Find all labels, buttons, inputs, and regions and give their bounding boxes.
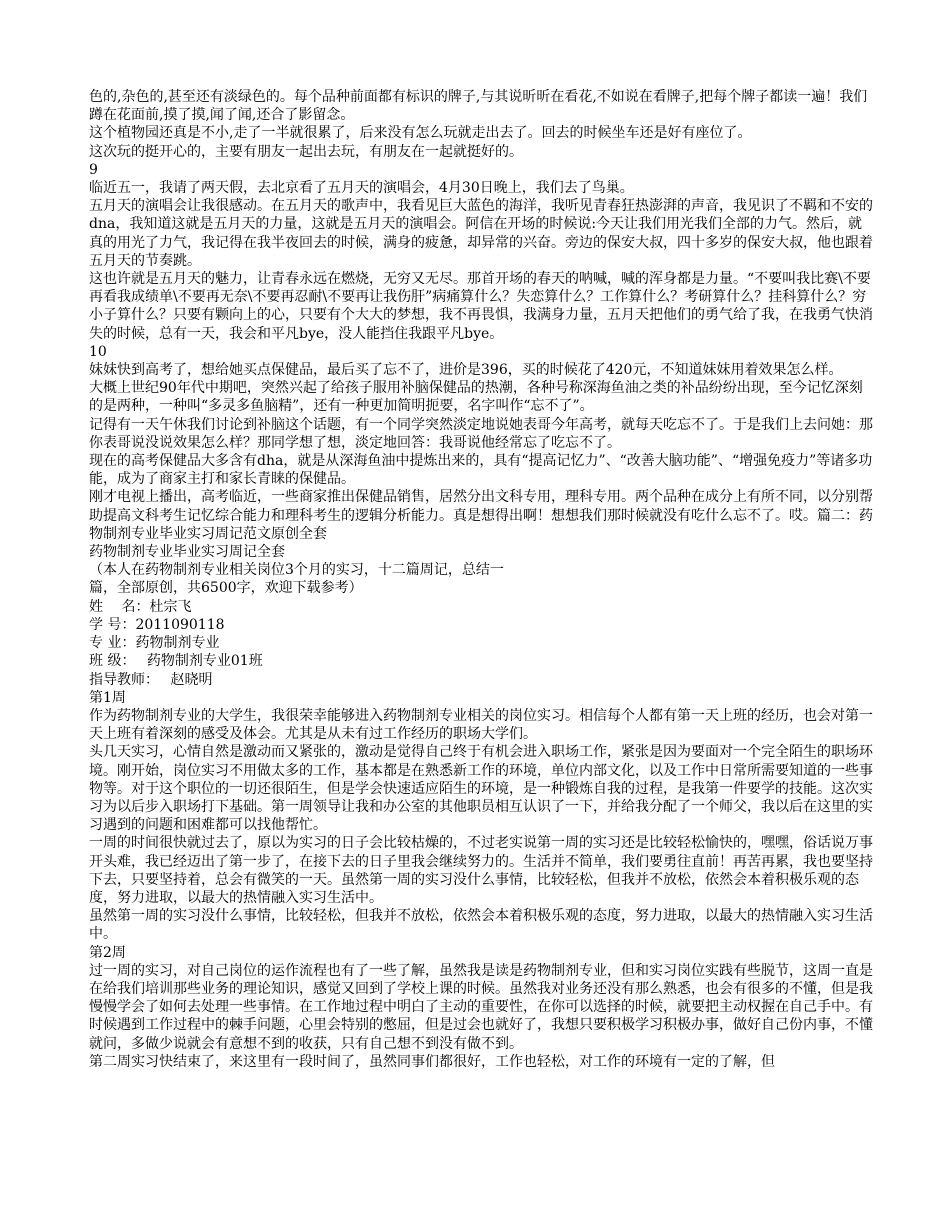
info-major: 专 业：药物制剂专业 [89, 635, 220, 652]
paragraph: 记得有一天午休我们讨论到补脑这个话题，有一个同学突然淡定地说她表哥今年高考，就每天吃忘不了。于是我们上去问她：那你表哥说没说效果怎么样？那同学想了想，淡定地回答：我哥说他经常忘了吃忘不了。 [89, 416, 873, 451]
info-name: 姓 名：杜宗飞 [89, 598, 192, 615]
week-heading: 第1周 [89, 689, 126, 706]
paragraph: 这次玩的挺开心的，主要有朋友一起出去玩，有朋友在一起就挺好的。 [89, 143, 523, 160]
paragraph: 五月天的演唱会让我很感动。在五月天的歌声中，我看见巨大蓝色的海洋，我听见青春狂热澎湃的声音，我见识了不羁和不安的dna，我知道这就是五月天的力量，这就是五月天的演唱会。阿信在开场的时候说:今天让我们用光我们全部的力气。然后，就真的用光了力气，我记得在我半夜回去的时候，满身的疲惫，却异常的兴奋。旁边的保安大叔，四十多岁的保安大叔，他也跟着五月天的节奏跳。 [89, 198, 873, 269]
paragraph: 这个植物园还真是不小,走了一半就很累了，后来没有怎么玩就走出去了。回去的时候坐车还是好有座位了。 [89, 125, 752, 142]
paragraph: 作为药物制剂专业的大学生，我很荣幸能够进入药物制剂专业相关的岗位实习。相信每个人都有第一天上班的经历，也会对第一天上班有着深刻的感受及体会。尤其是从未有过工作经历的职场大学们。 [89, 707, 873, 743]
paragraph: 一周的时间很快就过去了，原以为实习的日子会比较枯燥的，不过老实说第一周的实习还是比较轻松愉快的，嘿嘿，俗话说万事开头难，我已经迈出了第一步了，在接下去的日子里我会继续努力的。生活并不简单，我们要勇往直前！再苦再累，我也要坚持下去，只要坚持着，总会有微笑的一天。虽然第一周的实习没什么事情，比较轻松，但我并不放松，依然会本着积极乐观的态度，努力进取，以最大的热情融入实习生活中。 [89, 835, 873, 906]
paragraph: 第二周实习快结束了，来这里有一段时间了，虽然同事们都很好，工作也轻松，对工作的环境有一定的了解，但 [89, 1053, 775, 1070]
paragraph: 刚才电视上播出，高考临近，一些商家推出保健品销售，居然分出文科专用，理科专用。两个品种在成分上有所不同，以分别帮助提高文科考生记忆综合能力和理科考生的逻辑分析能力。真是想得出啊！想想我们那时候就没有吃什么忘不了。哎。篇二：药物制剂专业毕业实习周记范文原创全套 [89, 489, 873, 542]
paragraph: 头几天实习，心情自然是激动而又紧张的，激动是觉得自己终于有机会进入职场工作，紧张是因为要面对一个完全陌生的职场环境。刚开始，岗位实习不用做太多的工作，基本都是在熟悉新工作的环境，单位内部文化，以及工作中日常所需要知道的一些事物等。对于这个职位的一切还很陌生，但是学会快速适应陌生的环境，是一种锻炼自我的过程，是我第一件要学的技能。这次实习为以后步入职场打下基础。第一周领导让我和办公室的其他职员相互认识了一下，并给我分配了一个师父，我以后在这里的实习遇到的问题和困难都可以找他帮忙。 [89, 744, 873, 834]
info-advisor: 指导教师： 赵晓明 [89, 671, 213, 688]
paragraph: 篇，全部原创，共6500字，欢迎下载参考） [89, 580, 363, 597]
paragraph: 这也许就是五月天的魅力，让青春永远在燃烧，无穷又无尽。那首开场的春天的呐喊，喊的浑身都是力量。“不要叫我比赛\不要再看我成绩单\不要再无奈\不要再忍耐\不要再让我伤肝”病痛算什么？失恋算什么？工作算什么？考研算什么？挂科算什么？穷小子算什么？只要有颗向上的心，只要有个大大的梦想，我不再畏惧，我满身力量，五月天把他们的勇气给了我，在我勇气快消失的时候，总有一天，我会和平凡bye，没人能挡住我跟平凡bye。 [89, 271, 873, 342]
document-title: 药物制剂专业毕业实习周记全套 [89, 544, 285, 561]
section-number: 9 [89, 161, 98, 178]
paragraph: 妹妹快到高考了，想给她买点保健品，最后买了忘不了，进价是396，买的时候花了420元，不知道妹妹用着效果怎么样。 [89, 362, 843, 379]
info-student-id: 学 号：2011090118 [89, 616, 225, 633]
paragraph: 虽然第一周的实习没什么事情，比较轻松，但我并不放松，依然会本着积极乐观的态度，努力进取，以最大的热情融入实习生活中。 [89, 908, 873, 943]
paragraph: 大概上世纪90年代中期吧，突然兴起了给孩子服用补脑保健品的热潮，各种号称深海鱼油之类的补品纷纷出现，至今记忆深刻的是两种，一种叫“多灵多鱼脑精”，还有一种更加简明扼要，名字叫作“忘不了”。 [89, 380, 863, 415]
paragraph: 过一周的实习，对自己岗位的运作流程也有了一些了解，虽然我是读是药物制剂专业，但和实习岗位实践有些脱节，这周一直是在给我们培训那些业务的理论知识，感觉又回到了学校上课的时候。虽然我对业务还没有那么熟悉，也会有很多的不懂，但是我慢慢学会了如何去处理一些事情。在工作地过程中明白了主动的重要性，在你可以选择的时候，就要把主动权握在自己手中。有时候遇到工作过程中的棘手问题，心里会特别的憋屈，但是过会也就好了，我想只要积极学习积极办事，做好自己份内事，不懂就问，多做少说就会有意想不到的收获，只有自己想不到没有做不到。 [89, 962, 873, 1052]
info-class: 班 级： 药物制剂专业01班 [89, 653, 263, 670]
paragraph: 现在的高考保健品大多含有dha，就是从深海鱼油中提炼出来的，具有“提高记忆力”、“改善大脑功能”、“增强免疫力”等诸多功能，成为了商家主打和家长青睐的保健品。 [89, 453, 873, 488]
paragraph: （本人在药物制剂专业相关岗位3个月的实习，十二篇周记，总结一 [89, 562, 504, 579]
section-number: 10 [89, 343, 107, 360]
week-heading: 第2周 [89, 944, 126, 961]
paragraph: 色的,杂色的,甚至还有淡绿色的。每个品种前面都有标识的牌子,与其说昕昕在看花,不如说在看牌子,把每个牌子都读一遍！我们蹲在花面前,摸了摸,闻了闻,还合了影留念。 [89, 89, 868, 124]
paragraph: 临近五一，我请了两天假，去北京看了五月天的演唱会，4月30日晚上，我们去了鸟巢。 [89, 180, 634, 197]
